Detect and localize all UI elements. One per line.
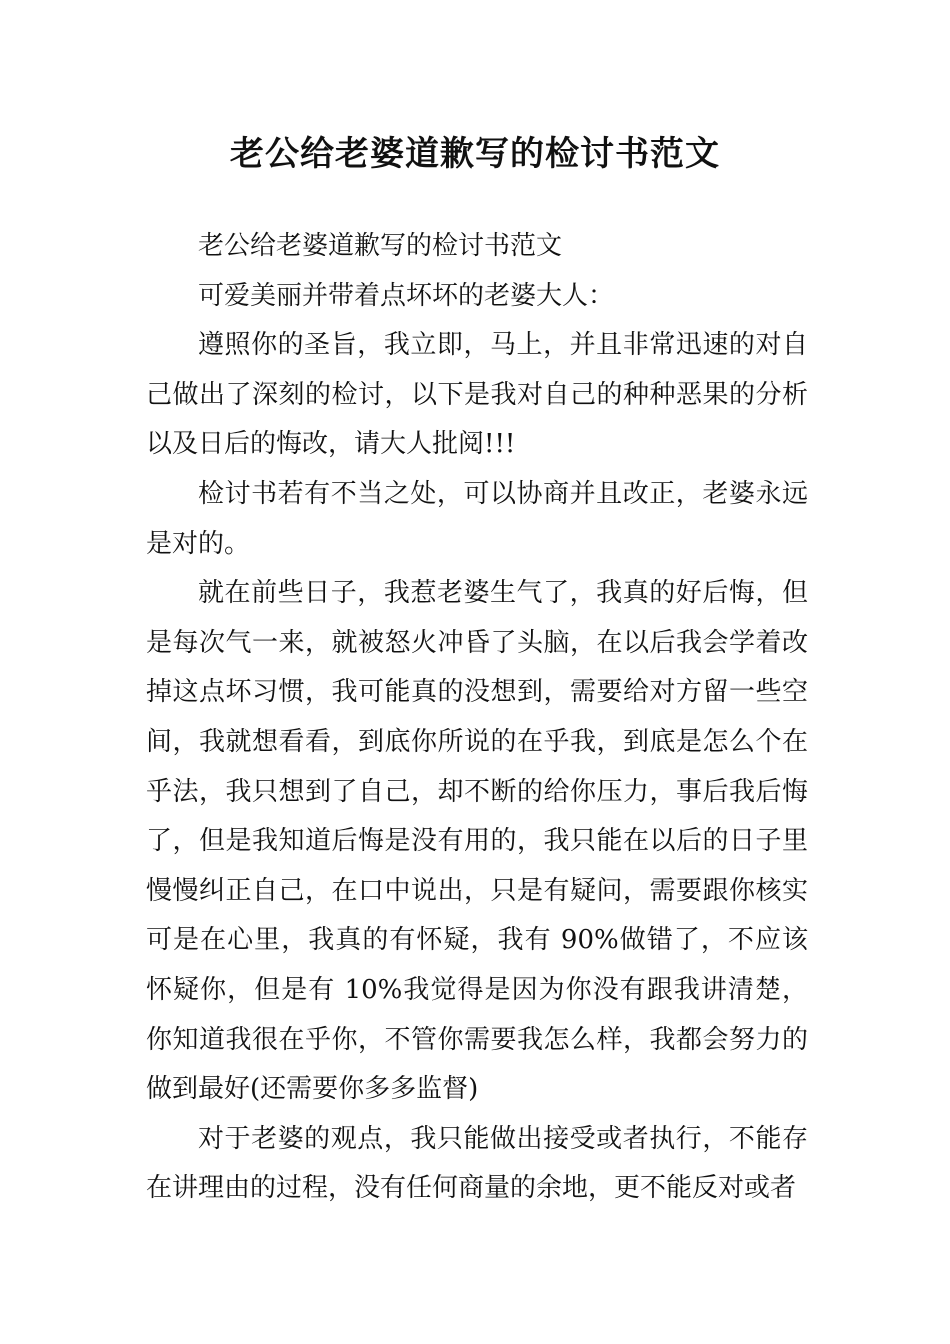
paragraph-body: 就在前些日子，我惹老婆生气了，我真的好后悔，但是每次气一来，就被怒火冲昏了头脑，在以后我会学着改掉这点坏习惯，我可能真的没想到，需要给对方留一些空间，我就想看看，到底你所说的在乎我，到底是怎么个在乎法，我只想到了自己，却不断的给你压力，事后我后悔了，但是我知道后悔是没有用的，我只能在以后的日子里慢慢纠正自己，在口中说出，只是有疑问，需要跟你核实可是在心里，我真的有怀疑，我有 90%做错了，不应该怀疑你，但是有 10%我觉得是因为你没有跟我讲清楚，你知道我很在乎你，不管你需要我怎么样，我都会努力的做到最好(还需要你多多监督): [146, 578, 808, 1105]
document-title: 老公给老婆道歉写的检讨书范文: [230, 134, 720, 174]
paragraph-body: 检讨书若有不当之处，可以协商并且改正，老婆永远是对的。: [146, 478, 808, 559]
paragraph-body: 遵照你的圣旨，我立即，马上，并且非常迅速的对自己做出了深刻的检讨，以下是我对自己的种种恶果的分析以及日后的悔改，请大人批阅!!!: [146, 330, 808, 460]
paragraph-subtitle: 老公给老婆道歉写的检讨书范文: [198, 231, 563, 261]
paragraph-body: 对于老婆的观点，我只能做出接受或者执行，不能存在讲理由的过程，没有任何商量的余地，更不能反对或者: [146, 1123, 808, 1204]
paragraph-salutation: 可爱美丽并带着点坏坏的老婆大人：: [198, 280, 615, 311]
document-body: [146, 222, 808, 1214]
